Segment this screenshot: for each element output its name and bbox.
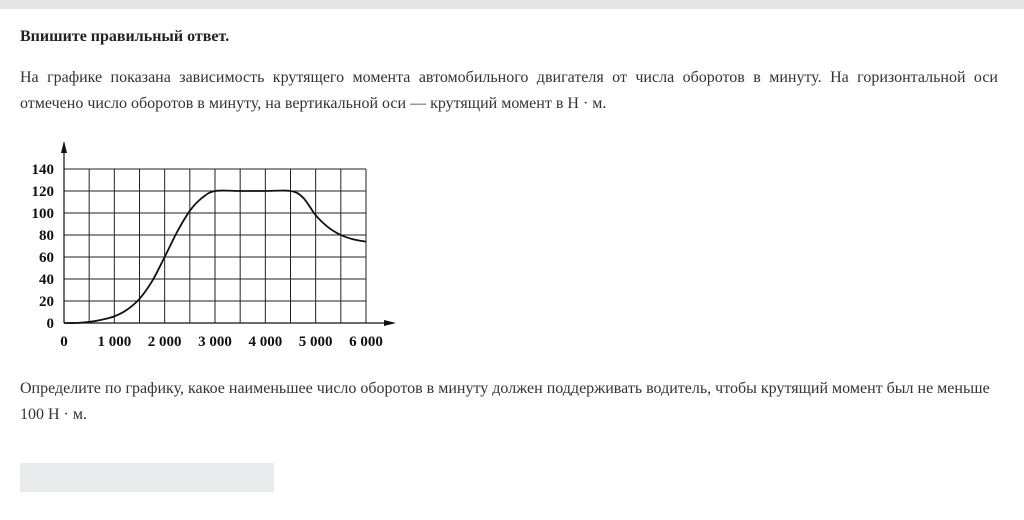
x-tick-label: 1 000 [97,334,132,350]
x-tick-label: 6 000 [349,334,383,350]
x-tick-label: 4 000 [248,334,283,350]
problem-text: На графике показана зависимость крутящего момента автомобильного двигателя от числа оборотов в минуту. На горизонтальной оси отмечено число оборотов в минуту, на вертикальной оси — крутящий момент в Н · м. [20,69,998,112]
top-bar [0,0,1024,9]
x-tick-label: 2 000 [147,334,182,350]
y-tick-label: 20 [39,294,54,310]
answer-input[interactable] [20,463,274,492]
y-tick-label: 100 [31,206,54,222]
torque-chart [0,138,410,358]
y-tick-label: 0 [46,316,54,332]
y-tick-label: 40 [39,272,54,288]
y-tick-label: 120 [31,184,54,200]
x-tick-label: 3 000 [198,334,232,350]
y-tick-label: 140 [31,162,54,178]
chart-grid [64,169,366,323]
x-tick-label: 5 000 [298,334,333,350]
y-axis-arrow [61,141,67,153]
question-text: Определите по графику, какое наименьшее число оборотов в минуту должен поддерживать водитель, чтобы крутящий момент был не меньше 100 Н · м. [20,380,990,423]
x-tick-label: 0 [60,334,68,350]
instruction-heading: Впишите правильный ответ. [20,28,230,45]
y-tick-label: 60 [39,250,54,266]
y-tick-label: 80 [39,228,54,244]
x-axis-arrow [384,320,396,326]
